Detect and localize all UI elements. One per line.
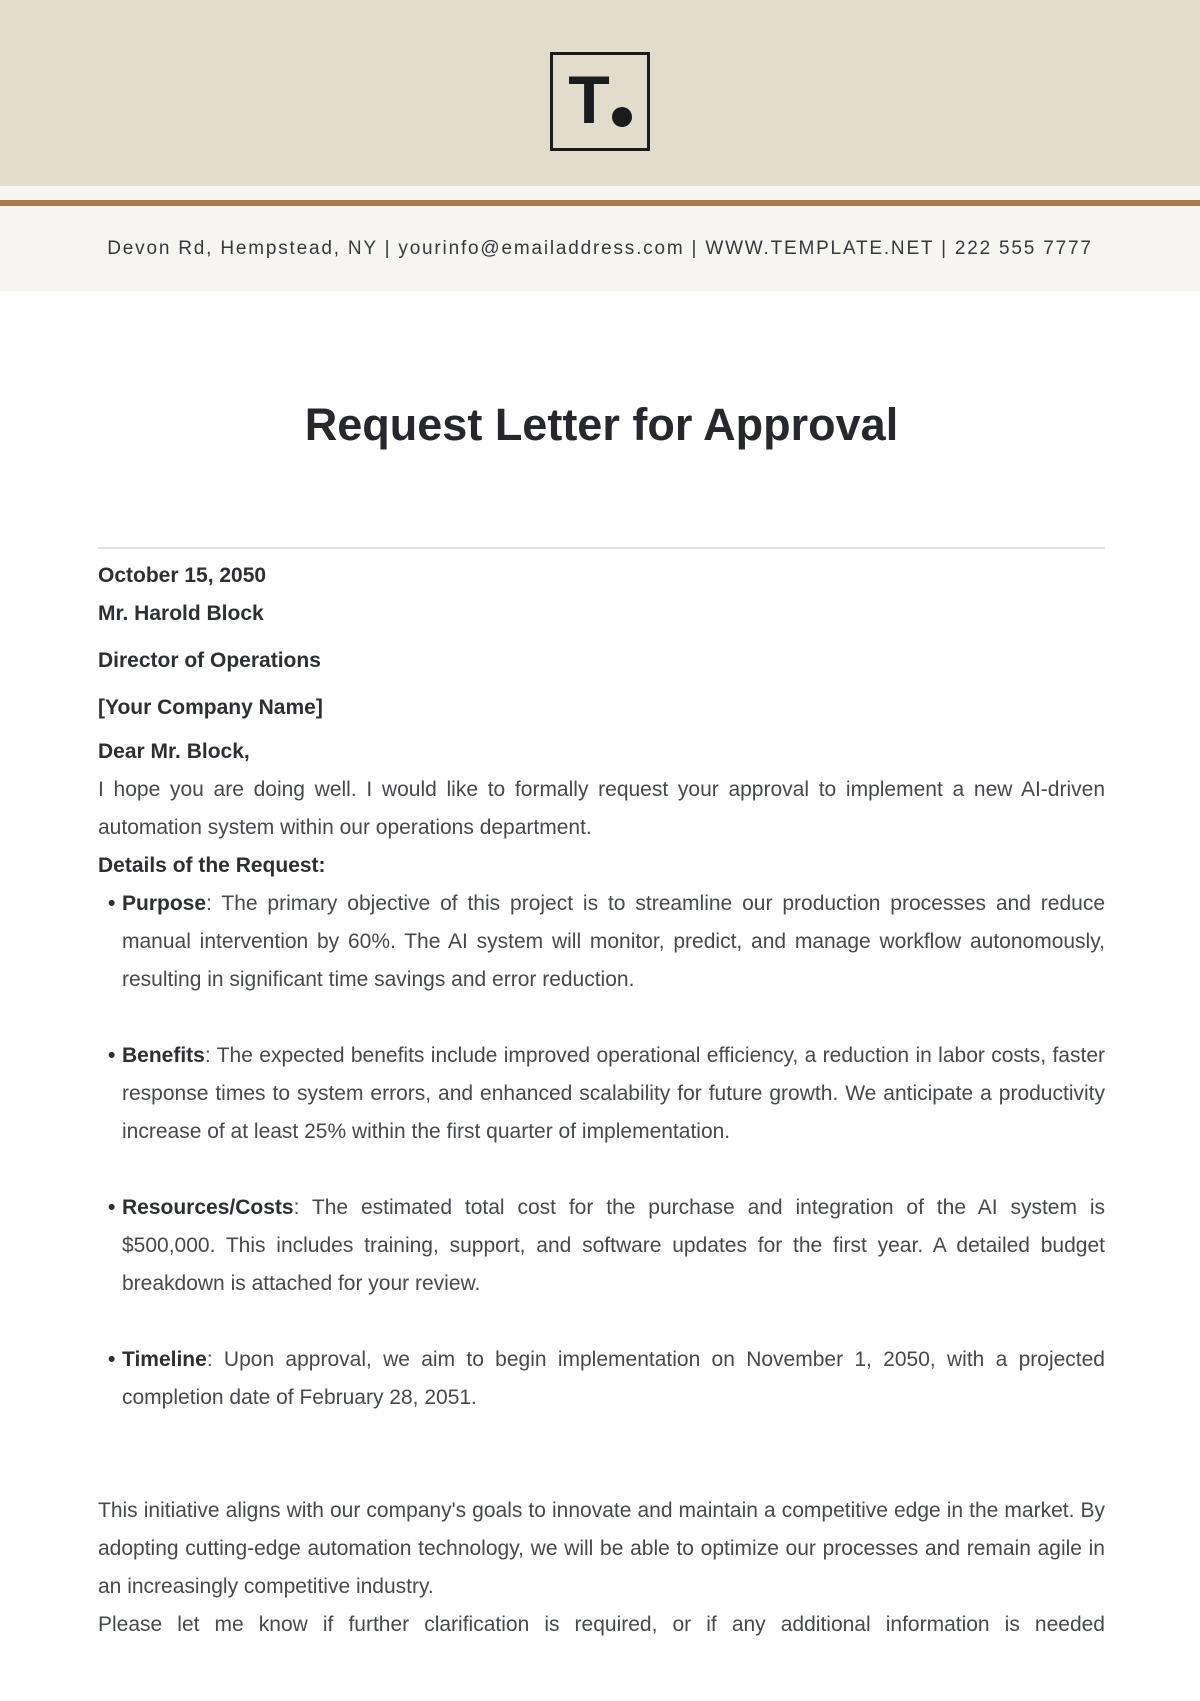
header-band — [0, 0, 1200, 186]
bullet-item-resources-costs — [108, 1189, 1105, 1303]
contact-line: Devon Rd, Hempstead, NY | yourinfo@emailaddress.com | WWW.TEMPLATE.NET | 222 555 7777 — [107, 237, 1093, 259]
bullet-item-purpose — [108, 885, 1105, 999]
bullet-label: Purpose — [122, 892, 207, 915]
bullet-text: : The estimated total cost for the purchase and integration of the AI system is $500,000. This includes training, support, and software updates for the first year. A detailed budget breakdown is attached for your review. — [122, 1196, 1105, 1295]
bullet-icon: • — [108, 1044, 116, 1067]
bullet-item-timeline — [108, 1341, 1105, 1417]
bullet-text: : The primary objective of this project is to streamline our production processes and reduce manual intervention by 60%. The AI system will monitor, predict, and manage workflow autonomously, resulting in significant time savings and error reduction. — [122, 892, 1105, 991]
page-title: Request Letter for Approval — [304, 399, 899, 450]
bullet-label: Resources/Costs — [122, 1196, 294, 1219]
logo-letter: T — [568, 61, 609, 138]
intro-paragraph: I hope you are doing well. I would like to formally request your approval to implement a new AI-driven automation system within our operations department. — [98, 778, 1105, 839]
logo-dot-icon — [612, 107, 632, 127]
salutation: Dear Mr. Block, — [98, 740, 250, 763]
letter-date: October 15, 2050 — [98, 564, 267, 587]
followup-paragraph: Please let me know if further clarification is required, or if any additional information is needed — [98, 1613, 1105, 1636]
contact-bar — [0, 206, 1200, 291]
closing-paragraph: This initiative aligns with our company's goals to innovate and maintain a competitive edge in the market. By adopting cutting-edge automation technology, we will be able to optimize our processes and remain agile in an increasingly competitive industry. — [98, 1499, 1105, 1598]
header-strip — [0, 186, 1200, 200]
bullet-text: : Upon approval, we aim to begin implementation on November 1, 2050, with a projected completion date of February 28, 2051. — [122, 1348, 1105, 1409]
bullet-label: Timeline — [122, 1348, 207, 1371]
letter-body — [0, 398, 1200, 1644]
bullet-text: : The expected benefits include improved operational efficiency, a reduction in labor costs, faster response times to system errors, and enhanced scalability for future growth. We anticipate a productivity increase of at least 25% within the first quarter of implementation. — [122, 1044, 1105, 1143]
company-name: [Your Company Name] — [98, 696, 323, 719]
recipient-title: Director of Operations — [98, 649, 321, 672]
title-divider — [98, 547, 1105, 549]
details-bullet-list — [98, 885, 1105, 1417]
bullet-icon: • — [108, 1348, 116, 1371]
bullet-label: Benefits — [122, 1044, 205, 1067]
template-logo — [550, 52, 650, 151]
details-heading: Details of the Request: — [98, 854, 326, 877]
bullet-icon: • — [108, 892, 116, 915]
bullet-item-benefits — [108, 1037, 1105, 1151]
recipient-name: Mr. Harold Block — [98, 602, 264, 625]
bullet-icon: • — [108, 1196, 116, 1219]
